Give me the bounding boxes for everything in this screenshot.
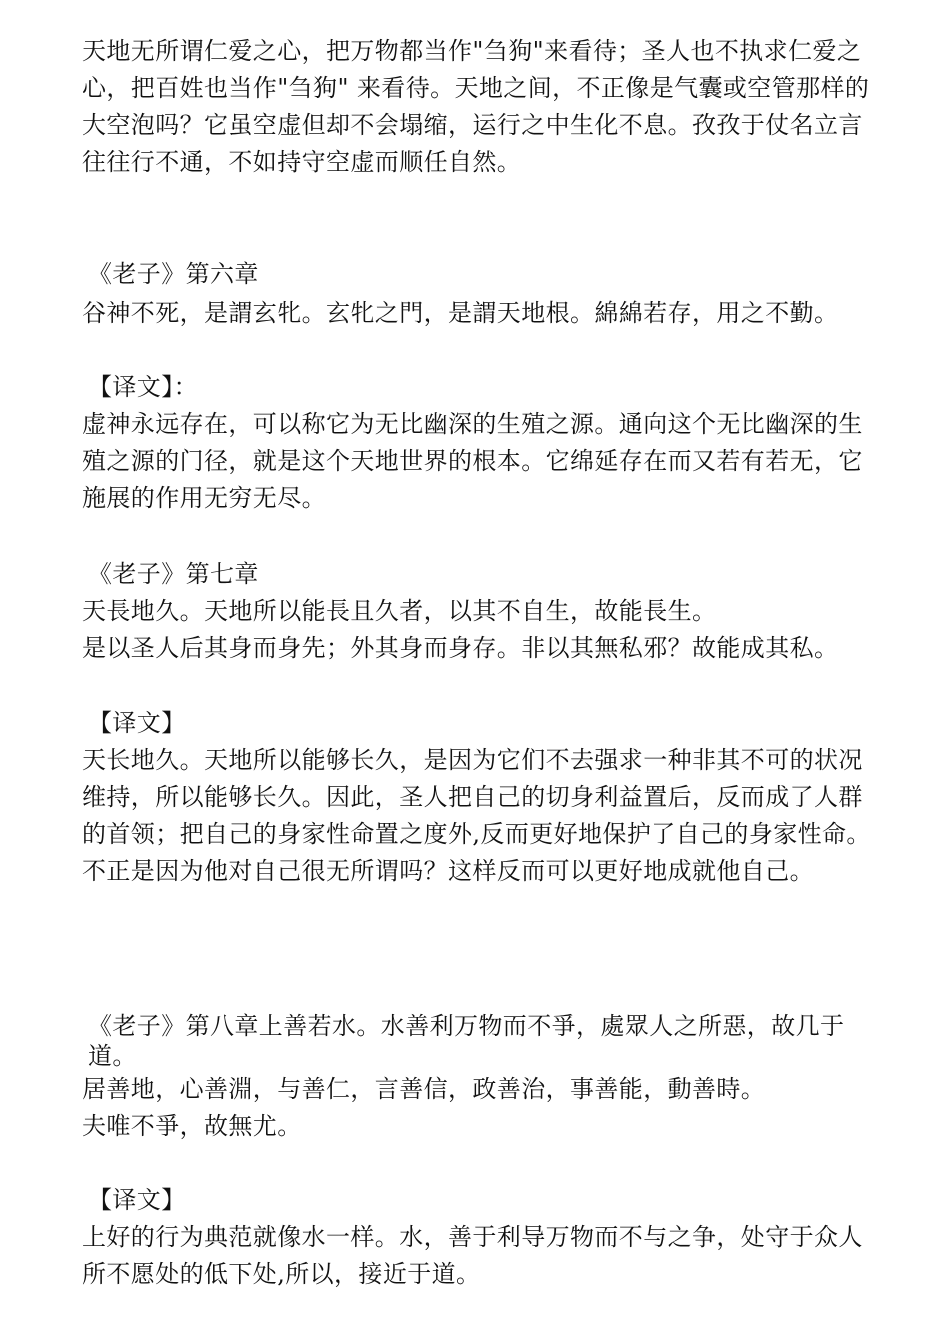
chapter6-original-text: 谷神不死，是謂玄牝。玄牝之門，是謂天地根。綿綿若存，用之不勤。: [82, 299, 839, 327]
chapter8-original-line-1: 居善地，心善淵，与善仁，言善信，政善治，事善能，動善時。: [82, 1075, 766, 1103]
chapter7-translation-label: 【译文】: [88, 709, 186, 737]
chapter8-original-line-2: 夫唯不爭，故無尤。: [82, 1112, 302, 1140]
chapter6-translation-paragraph: 虚神永远存在，可以称它为无比幽深的生殖之源。通向这个无比幽深的生殖之源的门径，就是这个天地世界的根本。它绵延存在而又若有若无，它施展的作用无穷无尽。: [82, 410, 863, 512]
chapter7-original-line-1: 天長地久。天地所以能長且久者，以其不自生，故能長生。: [82, 597, 717, 625]
chapter8-translation-paragraph: 上好的行为典范就像水一样。水，善于利导万物而不与之争，处守于众人所不愿处的低下处,所以，接近于道。: [82, 1223, 863, 1288]
chapter8-translation-label: 【译文】: [88, 1186, 186, 1214]
chapter6-translation-label: 【译文】：: [88, 373, 198, 401]
chapter7-translation-paragraph: 天长地久。天地所以能够长久，是因为它们不去强求一种非其不可的状况维持，所以能够长久。因此，圣人把自己的切身利益置后，反而成了人群的首领；把自己的身家性命置之度外,反而更好地保护了自己的身家性命。不正是因为他对自己很无所谓吗？这样反而可以更好地成就他自己。: [82, 746, 871, 885]
chapter6-heading: 《老子》第六章: [88, 260, 259, 288]
chapter8-heading-and-text: 《老子》第八章上善若水。水善利万物而不爭，處眾人之所惡，故几于道。: [88, 1012, 845, 1070]
chapter7-heading: 《老子》第七章: [88, 560, 259, 588]
chapter5-translation-paragraph: 天地无所谓仁爱之心，把万物都当作"刍狗"来看待；圣人也不执求仁爱之心，把百姓也当作"刍狗" 来看待。天地之间，不正像是气囊或空管那样的大空泡吗？它虽空虚但却不会塌缩，运行之中生化不息。孜孜于仗名立言往往行不通，不如持守空虚而顺任自然。: [82, 37, 870, 176]
chapter7-original-line-2: 是以圣人后其身而身先；外其身而身存。非以其無私邪？故能成其私。: [82, 634, 839, 662]
